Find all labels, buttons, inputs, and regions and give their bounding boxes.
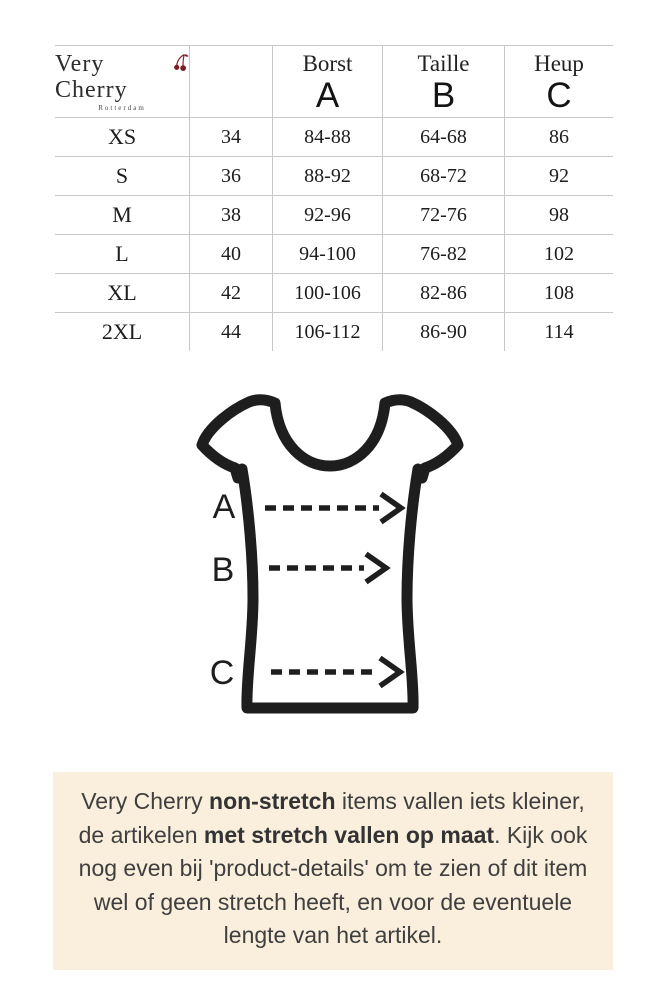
header-borst-label: Borst	[302, 51, 353, 76]
borst-value: 94-100	[273, 235, 383, 273]
heup-value: 114	[544, 320, 574, 343]
table-row	[55, 235, 613, 274]
note-segment: items vallen iets kleiner, de artikelen	[78, 788, 585, 848]
cherry-icon	[173, 51, 189, 74]
taille-value: 86-90	[383, 313, 505, 351]
size-label: S	[55, 157, 190, 195]
heup-value: 108	[544, 281, 574, 304]
size-table-body	[55, 118, 613, 351]
size-label: 2XL	[55, 313, 190, 351]
table-row	[55, 274, 613, 313]
borst-value: 84-88	[273, 118, 383, 156]
table-row	[55, 157, 613, 196]
taille-value: 72-76	[383, 196, 505, 234]
header-taille-label: Taille	[417, 51, 470, 76]
header-borst-letter: A	[315, 76, 340, 115]
eu-size: 42	[190, 274, 273, 312]
brand-logo	[55, 46, 190, 117]
taille-value: 82-86	[383, 274, 505, 312]
borst-value: 88-92	[273, 157, 383, 195]
borst-value: 100-106	[273, 274, 383, 312]
eu-size: 38	[190, 196, 273, 234]
brand-line	[55, 51, 189, 103]
note-segment: . Kijk ook nog even bij 'product-details' om te zien of dit item wel of geen stretch heeft, en voor de eventuele lengte van het artikel.	[78, 821, 588, 948]
heup-value: 102	[544, 242, 574, 265]
heup-value: 98	[549, 203, 569, 226]
size-table	[55, 45, 613, 351]
heup-value: 92	[549, 164, 569, 187]
label-c: C	[209, 654, 235, 692]
header-taille-letter: B	[431, 76, 456, 115]
brand-name: Very Cherry	[55, 51, 128, 103]
label-a: A	[212, 488, 236, 526]
note-text	[53, 772, 613, 966]
note-bold-segment: met stretch vallen op maat	[203, 821, 495, 848]
brand-city: Rotterdam	[98, 104, 146, 112]
eu-size: 34	[190, 118, 273, 156]
header-heup-label: Heup	[534, 51, 584, 76]
table-row	[55, 118, 613, 157]
table-row	[55, 196, 613, 235]
table-row	[55, 313, 613, 351]
note-bold-segment: non-stretch	[209, 788, 336, 814]
borst-value: 92-96	[273, 196, 383, 234]
header-borst	[273, 46, 383, 117]
tshirt-svg	[195, 390, 475, 735]
taille-value: 76-82	[383, 235, 505, 273]
eu-size: 40	[190, 235, 273, 273]
note-box	[53, 772, 613, 970]
size-label: XS	[55, 118, 190, 156]
taille-value: 68-72	[383, 157, 505, 195]
eu-size: 36	[190, 157, 273, 195]
size-label: L	[55, 235, 190, 273]
borst-value: 106-112	[273, 313, 383, 351]
header-heup-letter: C	[546, 76, 572, 115]
header-taille	[383, 46, 505, 117]
header-empty-cell	[190, 46, 273, 117]
taille-value: 64-68	[383, 118, 505, 156]
tshirt-outline	[202, 400, 458, 708]
table-header-row	[55, 46, 613, 118]
header-heup	[505, 46, 613, 117]
heup-value: 86	[549, 125, 569, 148]
size-label: M	[55, 196, 190, 234]
tshirt-diagram	[195, 390, 475, 735]
label-b: B	[211, 551, 235, 589]
note-segment: Very Cherry	[81, 788, 210, 814]
eu-size: 44	[190, 313, 273, 351]
size-label: XL	[55, 274, 190, 312]
